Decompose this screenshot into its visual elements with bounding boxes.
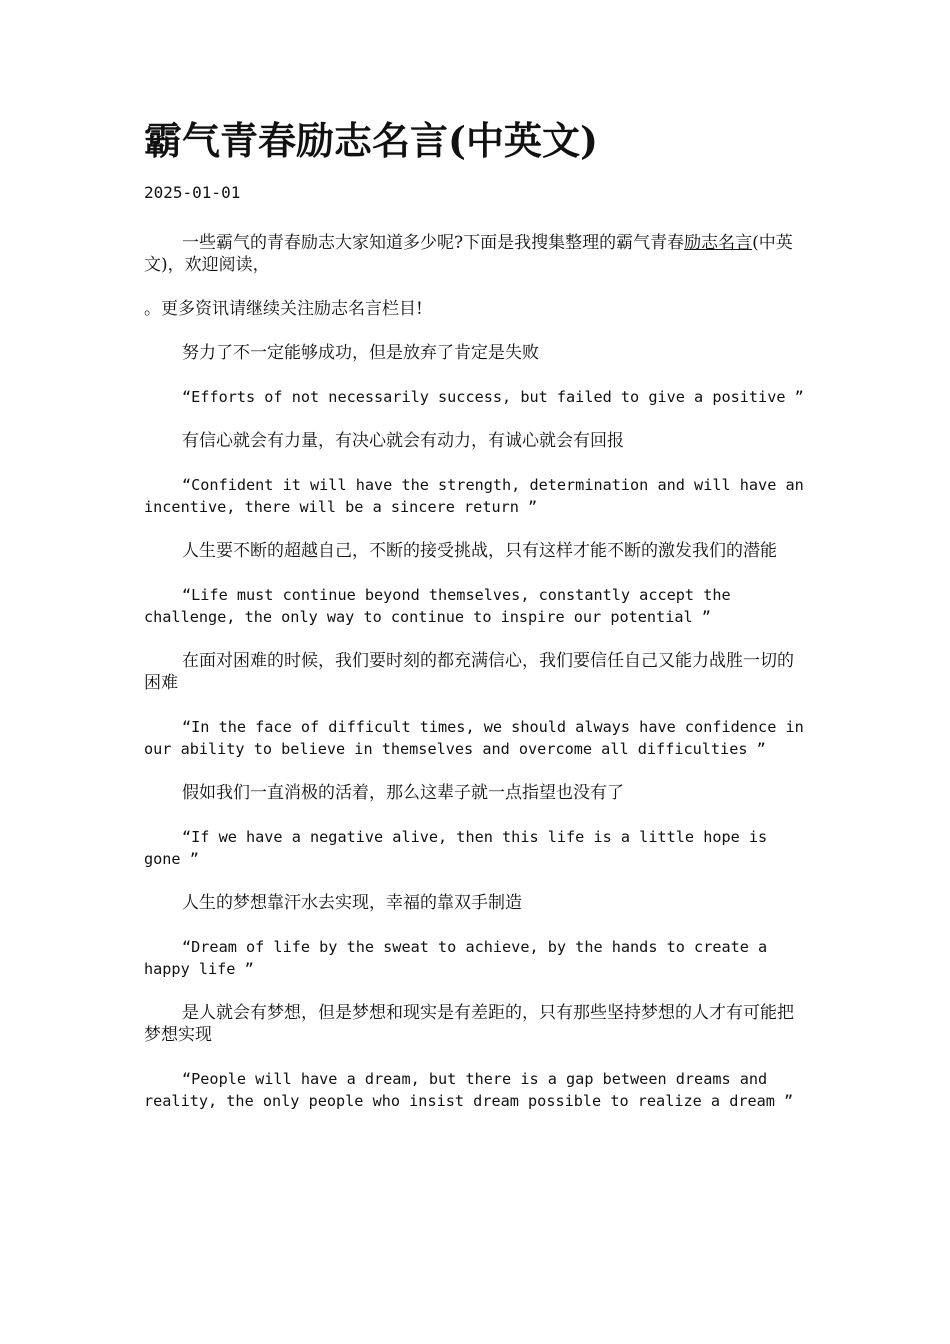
quote-chinese: 是人就会有梦想，但是梦想和现实是有差距的，只有那些坚持梦想的人才有可能把梦想实现 <box>144 1003 794 1045</box>
intro-paragraph <box>144 232 806 276</box>
quote-chinese: 在面对困难的时候，我们要时刻的都充满信心，我们要信任自己又能力战胜一切的困难 <box>144 651 794 693</box>
quote-item <box>144 1002 806 1112</box>
more-info-note: 。更多资讯请继续关注励志名言栏目! <box>144 299 423 319</box>
quote-item <box>144 892 806 980</box>
quote-english: “Efforts of not necessarily success, but failed to give a positive ” <box>182 388 804 406</box>
page-title: 霸气青春励志名言(中英文) <box>144 118 598 163</box>
quote-chinese: 人生的梦想靠汗水去实现，幸福的靠双手制造 <box>182 893 522 913</box>
intro-text-before-link: 一些霸气的青春励志大家知道多少呢?下面是我搜集整理的霸气青春 <box>182 233 685 253</box>
quote-chinese: 有信心就会有力量，有决心就会有动力，有诚心就会有回报 <box>182 431 624 451</box>
quote-item <box>144 650 806 760</box>
quote-english: “Dream of life by the sweat to achieve, by the hands to create a happy life ” <box>144 938 768 978</box>
quote-english: “If we have a negative alive, then this life is a little hope is gone ” <box>144 828 768 868</box>
document-body <box>144 116 806 1134</box>
quote-item <box>144 342 806 408</box>
quote-chinese: 人生要不断的超越自己，不断的接受挑战，只有这样才能不断的激发我们的潜能 <box>182 541 777 561</box>
quote-item <box>144 540 806 628</box>
quote-chinese: 假如我们一直消极的活着，那么这辈子就一点指望也没有了 <box>182 783 624 803</box>
quote-item <box>144 782 806 870</box>
intro-text-after-link: (中英文)，欢迎阅读， <box>144 233 793 275</box>
motivational-quotes-link[interactable]: 励志名言 <box>684 233 753 253</box>
quote-chinese: 努力了不一定能够成功，但是放弃了肯定是失败 <box>182 343 539 363</box>
quote-english: “Life must continue beyond themselves, constantly accept the challenge, the only way to continue to inspire our potential ” <box>144 586 731 626</box>
publish-date: 2025-01-01 <box>144 183 241 202</box>
quote-item <box>144 430 806 518</box>
quote-english: “In the face of difficult times, we should always have confidence in our ability to believe in themselves and overcome all difficulties ” <box>144 718 804 758</box>
quote-english: “People will have a dream, but there is a gap between dreams and reality, the only people who insist dream possible to realize a dream ” <box>144 1070 794 1110</box>
quote-list <box>144 342 806 1112</box>
quote-english: “Confident it will have the strength, determination and will have an incentive, there will be a sincere return ” <box>144 476 804 516</box>
